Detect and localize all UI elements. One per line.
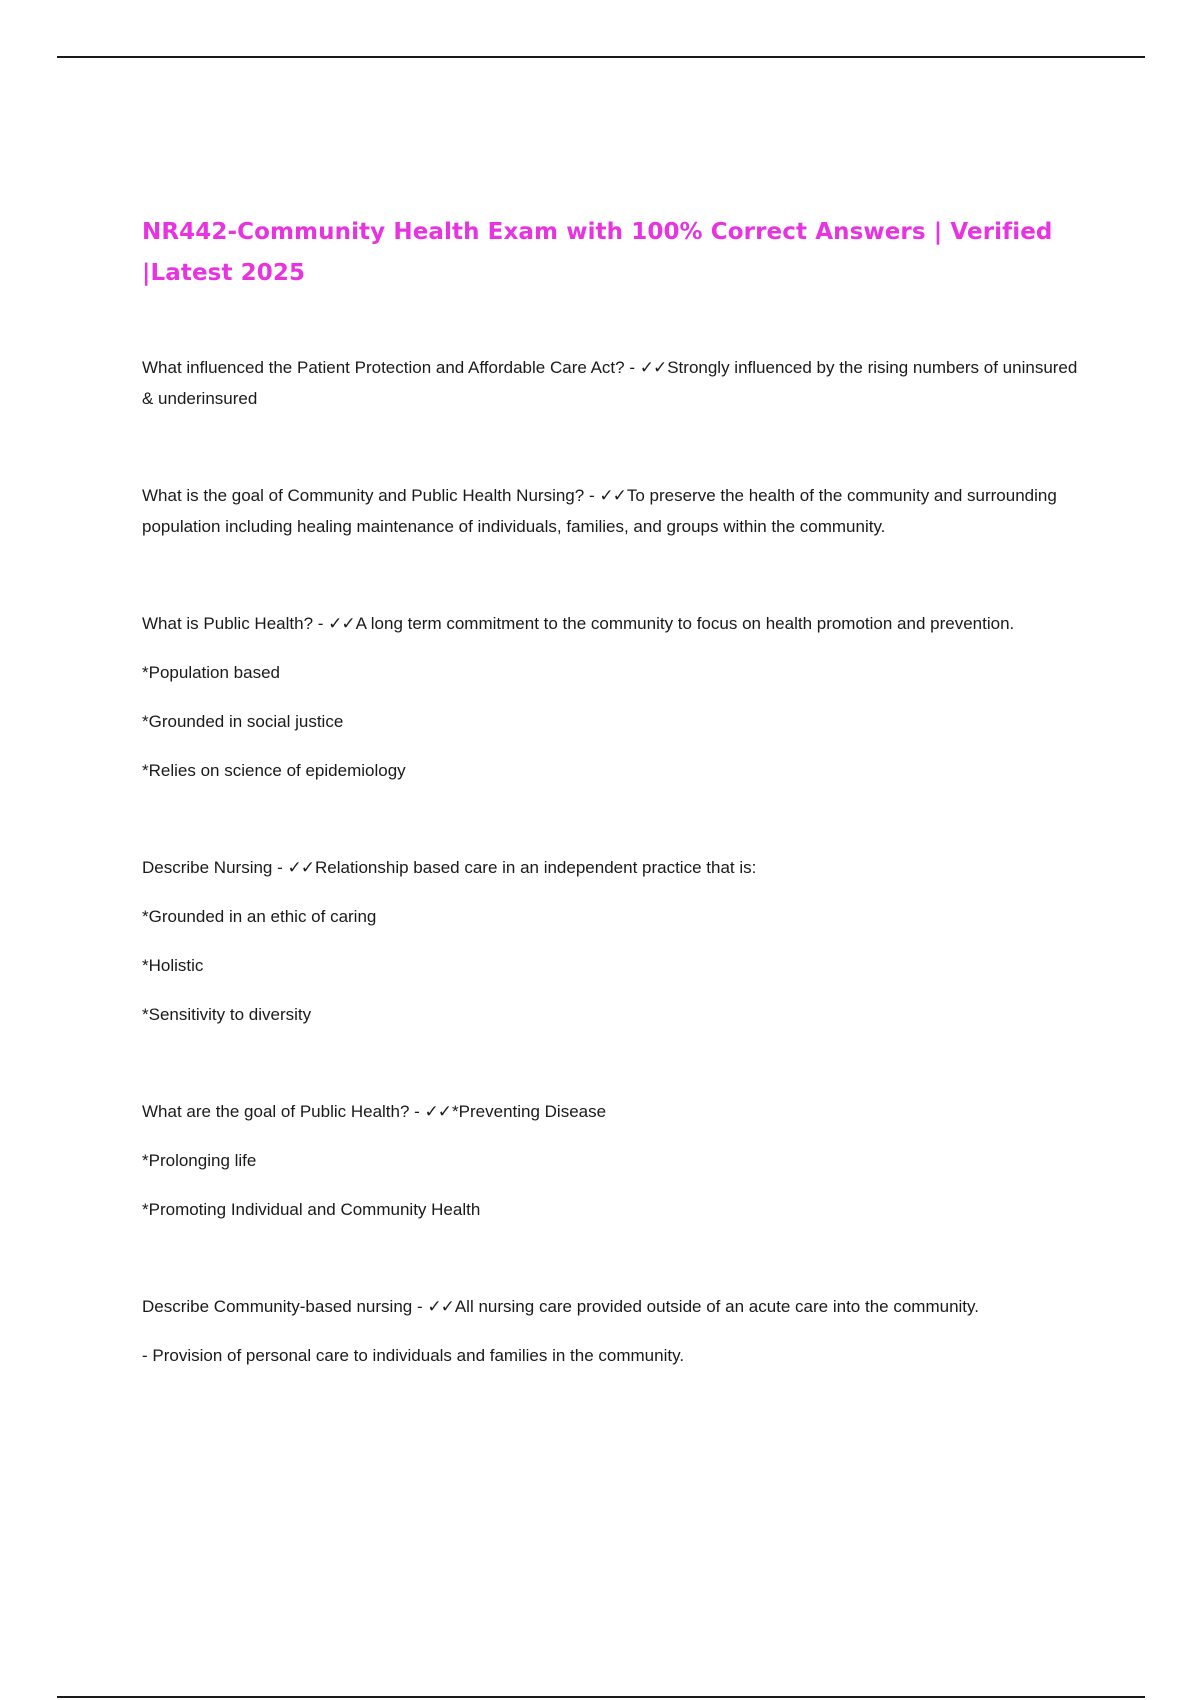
double-check-icon: ✓✓ (328, 614, 355, 633)
answer-detail-line: - Provision of personal care to individuals and families in the community. (142, 1346, 685, 1365)
answer-text: Strongly influenced by the rising numbers of uninsured & underinsured (142, 358, 1078, 408)
question-text: What is the goal of Community and Public Health Nursing? - (142, 486, 600, 505)
answer-text: *Preventing Disease (452, 1102, 607, 1121)
double-check-icon: ✓✓ (427, 1297, 454, 1316)
qa-main-line (142, 852, 1082, 883)
double-check-icon: ✓✓ (424, 1102, 452, 1121)
double-check-icon: ✓✓ (599, 486, 626, 505)
qa-item (142, 1291, 1082, 1371)
answer-detail-line: *Grounded in an ethic of caring (142, 907, 377, 926)
answer-detail-line: *Holistic (142, 956, 204, 975)
qa-main-line (142, 1291, 1082, 1322)
qa-main-line (142, 608, 1082, 639)
answer-detail-line: *Promoting Individual and Community Health (142, 1200, 481, 1219)
qa-item (142, 852, 1082, 1030)
qa-main-line (142, 352, 1082, 414)
answer-detail-line: *Relies on science of epidemiology (142, 761, 406, 780)
question-text: What are the goal of Public Health? - (142, 1102, 425, 1121)
double-check-icon: ✓✓ (639, 358, 667, 377)
double-check-icon: ✓✓ (287, 858, 314, 877)
answer-text: All nursing care provided outside of an acute care into the community. (454, 1297, 979, 1316)
qa-main-line (142, 1096, 1082, 1127)
answer-text: A long term commitment to the community to focus on health promotion and prevention. (355, 614, 1015, 633)
qa-item (142, 352, 1082, 414)
question-text: What influenced the Patient Protection and Affordable Care Act? - (142, 358, 640, 377)
qa-main-line (142, 480, 1082, 542)
answer-detail-line: *Grounded in social justice (142, 712, 344, 731)
answer-detail-line: *Prolonging life (142, 1151, 257, 1170)
header-rule (57, 56, 1145, 58)
qa-item (142, 480, 1082, 542)
document-body (142, 212, 1082, 1437)
question-text: What is Public Health? - (142, 614, 329, 633)
question-text: Describe Nursing - (142, 858, 288, 877)
answer-text: Relationship based care in an independent practice that is: (315, 858, 757, 877)
answer-detail-line: *Population based (142, 663, 281, 682)
question-text: Describe Community-based nursing - (142, 1297, 428, 1316)
qa-item (142, 1096, 1082, 1225)
qa-item (142, 608, 1082, 786)
answer-detail-line: *Sensitivity to diversity (142, 1005, 312, 1024)
document-title: NR442-Community Health Exam with 100% Correct Answers | Verified |Latest 2025 (142, 219, 1053, 286)
footer-rule (57, 1696, 1145, 1698)
answer-text: To preserve the health of the community and surrounding population including healing maintenance of individuals, families, and groups within the community. (142, 486, 1057, 536)
